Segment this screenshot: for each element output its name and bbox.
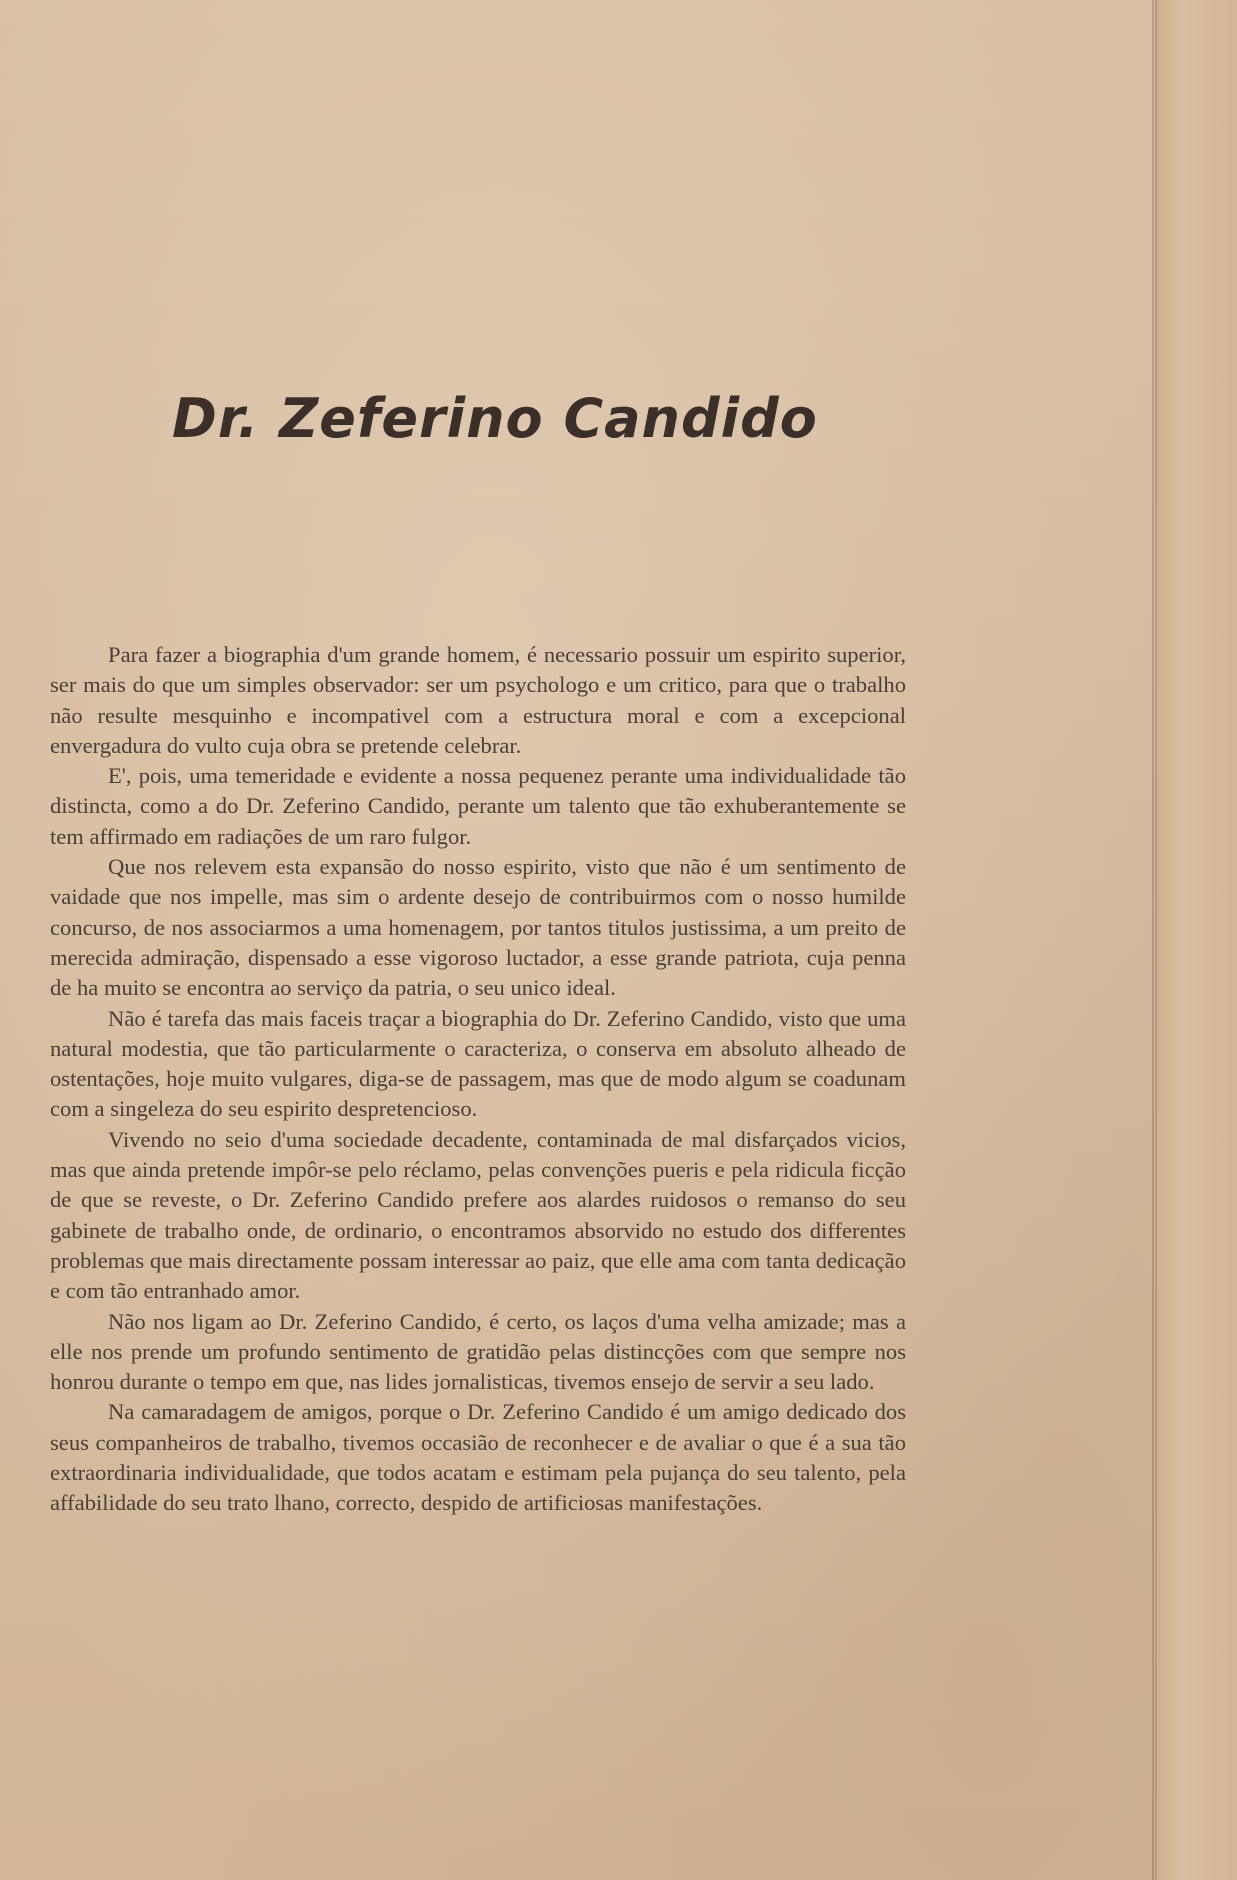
page-edge-strip bbox=[1155, 0, 1237, 1880]
paragraph-6: Não nos ligam ao Dr. Zeferino Candido, é certo, os laços d'uma velha amizade; mas a elle nos prende um profundo sentimento de gratidão pelas distincções com que sempre nos honrou durante o tempo em que, nas lides jornalisticas, tivemos ensejo de servir a seu lado. bbox=[50, 1308, 906, 1395]
page-fold-line bbox=[1152, 0, 1154, 1880]
paragraph-3: Que nos relevem esta expansão do nosso espirito, visto que não é um sentimento de vaidade que nos impelle, mas sim o ardente desejo de contribuirmos com o nosso humilde concurso, de nos associarmos a uma homenagem, por tantos titulos justissima, a um preito de merecida admiração, dispensado a esse vigoroso luctador, a esse grande patriota, cuja penna de ha muito se encontra ao serviço da patria, o seu unico ideal. bbox=[50, 854, 906, 1001]
paragraph-1: Para fazer a biographia d'um grande homem, é necessario possuir um espirito superior, ser mais do que um simples observador: ser um psychologo e um critico, para que o trabalho não resulte mesquinho e incompativel com a estructura moral e com a excepcional envergadura do vulto cuja obra se pretende celebrar. bbox=[50, 642, 906, 758]
paragraph-7: Na camaradagem de amigos, porque o Dr. Zeferino Candido é um amigo dedicado dos seus companheiros de trabalho, tivemos occasião de reconhecer e de avaliar o que é a sua tão extraordinaria individualidade, que todos acatam e estimam pela pujança do seu talento, pela affabilidade do seu trato lhano, correcto, despido de artificiosas manifestações. bbox=[50, 1399, 906, 1516]
paragraph-2: E', pois, uma temeridade e evidente a nossa pequenez perante uma individualidade tão distincta, como a do Dr. Zeferino Candido, perante um talento que tão exhuberantemente se tem affirmado em radiações de um raro fulgor. bbox=[50, 763, 906, 849]
article-body bbox=[50, 640, 906, 1519]
paragraph-4: Não é tarefa das mais faceis traçar a biographia do Dr. Zeferino Candido, visto que uma natural modestia, que tão particularmente o caracteriza, o conserva em absoluto alheado de ostentações, hoje muito vulgares, diga-se de passagem, mas que de modo algum se coadunam com a singeleza do seu espirito despretencioso. bbox=[50, 1005, 906, 1122]
article-title: Dr. Zeferino Candido bbox=[172, 387, 818, 450]
paragraph-5: Vivendo no seio d'uma sociedade decadente, contaminada de mal disfarçados vicios, mas que ainda pretende impôr-se pelo réclamo, pelas convenções pueris e pela ridicula ficção de que se reveste, o Dr. Zeferino Candido prefere aos alardes ruidosos o remanso do seu gabinete de trabalho onde, de ordinario, o encontramos absorvido no estudo dos differentes problemas que mais directamente possam interessar ao paiz, que elle ama com tanta dedicação e com tão entranhado amor. bbox=[50, 1126, 906, 1304]
